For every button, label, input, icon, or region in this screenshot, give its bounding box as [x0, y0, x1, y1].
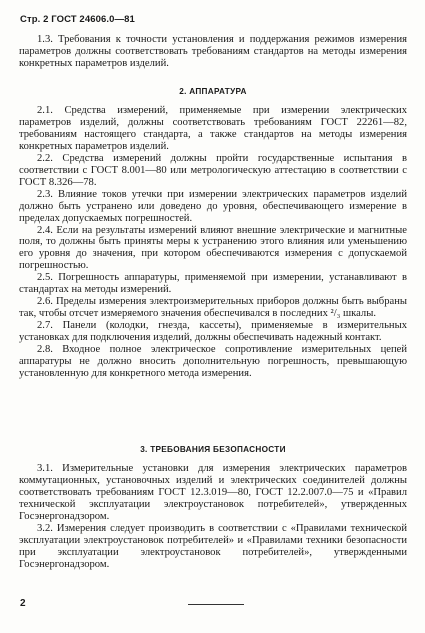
paragraph-3-1: 3.1. Измерительные установки для измерения электрических параметров коммутационных, установочных изделий и электрических соединителей должны соответствовать требованиям ГОСТ 12.3.019—80, ГОСТ 12.2.007.0—75 и «Правил технической эксплуатации электроустановок потребителей», утвержденных Госэнергонадзором. — [19, 463, 407, 522]
paragraph-1-3: 1.3. Требования к точности установления и поддержания режимов измерения параметров должны соответствовать требованиям стандартов на методы измерения конкретных параметров изделий. — [19, 34, 407, 69]
paragraph-3-2: 3.2. Измерения следует производить в соответствии с «Правилами технической эксплуатации электроустановок потребителей» и «Правилами техники безопасности при эксплуатации электроустановок потребителей», утвержденными Госэнергонадзором. — [19, 522, 407, 570]
paragraph-2-6: 2.6. Пределы измерения электроизмерительных приборов должны быть выбраны так, чтобы отсчет измеряемого значения обеспечивался в последних ²/₃ шкалы. — [19, 296, 407, 320]
section-1-body — [19, 34, 407, 70]
paragraph-2-8: 2.8. Входное полное электрическое сопротивление измерительных цепей аппаратуры не должно вносить дополнительную погрешность, превышающую установленную для конкретного метода измерения. — [19, 344, 407, 379]
footer-divider — [188, 604, 244, 605]
paragraph-2-5: 2.5. Погрешность аппаратуры, применяемой при измерении, устанавливают в стандартах на методы измерений. — [19, 272, 407, 296]
page-header: Стр. 2 ГОСТ 24606.0—81 — [20, 14, 135, 25]
paragraph-2-1: 2.1. Средства измерений, применяемые при измерении электрических параметров изделий, должны соответствовать требованиям ГОСТ 22261—82, требованиям настоящего стандарта, а также стандартов на методы измерения конкретных параметров изделий. — [19, 105, 407, 152]
section-3-body — [19, 463, 407, 571]
paragraph-2-2: 2.2. Средства измерений должны пройти государственные испытания в соответствии с ГОСТ 8.001—80 или метрологическую аттестацию в соответствии с ГОСТ 8.326—78. — [19, 152, 407, 188]
section-2-body — [19, 105, 407, 380]
section-3-heading: 3. ТРЕБОВАНИЯ БЕЗОПАСНОСТИ — [140, 445, 286, 454]
section-2-heading: 2. АППАРАТУРА — [179, 87, 247, 96]
paragraph-2-7: 2.7. Панели (колодки, гнезда, кассеты), применяемые в измерительных установках для подключения изделий, должны обеспечивать надежный контакт. — [19, 320, 407, 344]
paragraph-2-4: 2.4. Если на результаты измерений влияют внешние электрические и магнитные поля, то должны быть приняты меры к устранению этого влияния или уменьшению его уровня до значения, при котором обеспечиваются измерения с допускаемой погрешностью. — [19, 224, 407, 272]
page-number: 2 — [20, 598, 26, 609]
paragraph-2-3: 2.3. Влияние токов утечки при измерении электрических параметров изделий должно быть устранено или доведено до уровня, обеспечивающего измерение в пределах допускаемых погрешностей. — [19, 188, 407, 224]
